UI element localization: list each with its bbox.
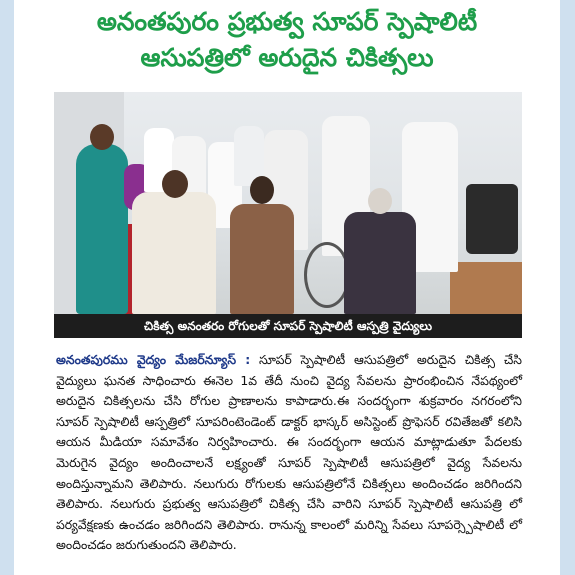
headline — [14, 4, 560, 76]
patient-wheelchair — [230, 204, 294, 314]
office-chair — [466, 184, 518, 254]
headline-line-2: ఆసుపత్రిలో అరుదైన చికిత్సలు — [140, 43, 434, 72]
headline-line-1: అనంతపురం ప్రభుత్వ సూపర్ స్పెషాలిటీ — [96, 7, 478, 36]
article-body — [56, 350, 522, 556]
person-head — [368, 188, 392, 214]
article-lead: అనంతపురము వైద్యం మేజర్‌న్యూస్ : — [56, 352, 251, 367]
patient-seated — [132, 192, 216, 314]
person-woman-green — [76, 144, 128, 314]
person-head — [90, 124, 114, 150]
photo-caption: చికిత్స అనంతరం రోగులతో సూపర్ స్పెషాలిటీ ఆస్పత్రి వైద్యులు — [54, 314, 522, 338]
news-photo — [54, 92, 522, 314]
person-head — [162, 170, 188, 198]
patient-wheelchair-woman — [344, 212, 416, 314]
article-text: సూపర్ స్పెషాలిటీ ఆసుపత్రిలో అరుదైన చికిత్స చేసి వైద్యులు ఘనత సాధించారు ఈనెల 1వ తేదీ నుంచి వైద్య సేవలను ప్రారంభించిన నేపథ్యంలో అరుదైన చికిత్సలను చేసి రోగుల ప్రాణాలను కాపాడారు.ఈ సందర్భంగా శుక్రవారం నగరంలోని సూపర్ స్పెషాలిటీ ఆస్పత్రిలో సూపరింటెండెంట్ డాక్టర్ భాస్కర్ అసిస్టెంట్ ప్రొఫెసర్ రవితేజతో కలిసి ఆయన మీడియా సమావేశం నిర్వహించారు. ఈ సందర్భంగా ఆయన మాట్లాడుతూ పేదలకు మెరుగైన వైద్యం అందించాలనే లక్ష్యంతో సూపర్ స్పెషాలిటీ ఆసుపత్రిలో వైద్య సేవలను అందిస్తున్నామని తెలిపారు. నలుగురు రోగులకు ఆసుపత్రిలోనే చికిత్సలు అందించడం జరిగిందని తెలిపారు. నలుగురు ప్రభుత్వ ఆసుపత్రిలో చికిత్స చేసి వారిని సూపర్ స్పెషాలిటీ ఆసుపత్రి లో పర్యవేక్షణకు ఉంచడం జరిగిందని తెలిపారు. రానున్న కాలంలో మరిన్ని సేవలు సూపర్స్పెషాలిటీ లో అందించడం జరుగుతుందని తెలిపారు. — [56, 352, 522, 553]
office-desk — [450, 262, 522, 314]
person-head — [250, 176, 274, 204]
